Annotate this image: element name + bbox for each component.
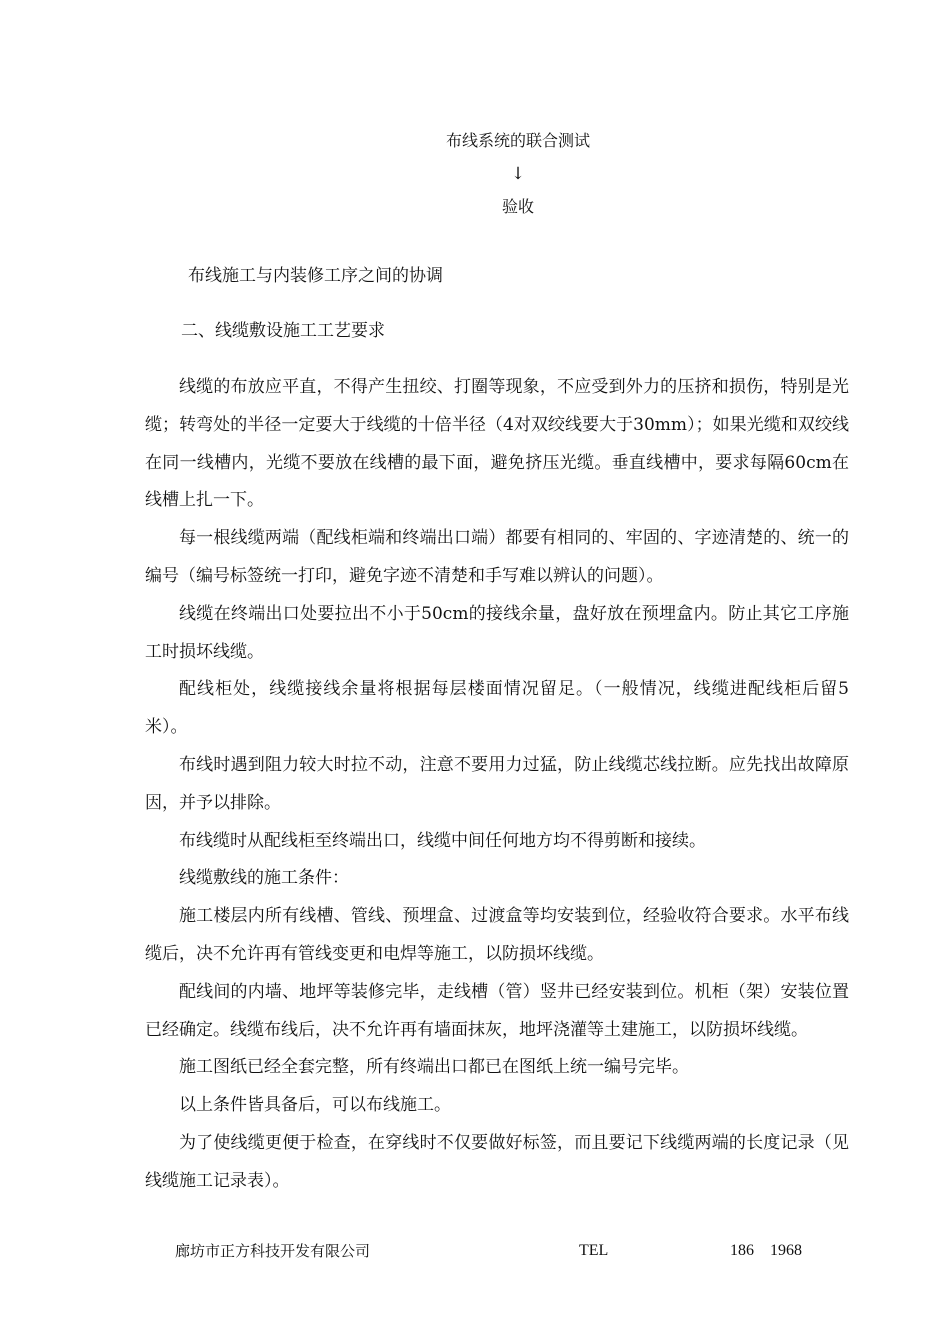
paragraph: 施工图纸已经全套完整，所有终端出口都已在图纸上统一编号完毕。 (179, 1057, 689, 1078)
paragraph: 配线间的内墙、地坪等装修完毕，走线槽（管）竖井已经安装到位。机柜（架）安装位置已经确定。线缆布线后，决不允许再有墙面抹灰，地坪浇灌等土建施工，以防损坏线缆。 (145, 981, 849, 1040)
paragraph: 线缆在终端出口处要拉出不小于50cm的接线余量，盘好放在预埋盒内。防止其它工序施工时损坏线缆。 (145, 603, 849, 662)
paragraph: 配线柜处，线缆接线余量将根据每层楼面情况留足。（一般情况，线缆进配线柜后留5米）。 (145, 679, 849, 738)
footer-tel-label: TEL (579, 1242, 609, 1259)
section-heading: 二、线缆敷设施工工艺要求 (181, 321, 385, 341)
footer-phone-number: 186 1968 (730, 1242, 803, 1259)
paragraph: 为了使线缆更便于检查，在穿线时不仅要做好标签，而且要记下线缆两端的长度记录（见线缆施工记录表）。 (145, 1132, 849, 1191)
paragraph: 线缆的布放应平直，不得产生扭绞、打圈等现象，不应受到外力的压挤和损伤，特别是光缆；转弯处的半径一定要大于线缆的十倍半径（4对双绞线要大于30mm）；如果光缆和双绞线在同一线槽内，光缆不要放在线槽的最下面，避免挤压光缆。垂直线槽中，要求每隔60cm在线槽上扎一下。 (145, 377, 849, 511)
paragraph: 每一根线缆两端（配线柜端和终端出口端）都要有相同的、牢固的、字迹清楚的、统一的编号（编号标签统一打印，避免字迹不清楚和手写难以辨认的问题）。 (145, 528, 849, 586)
paragraph: 布线缆时从配线柜至终端出口，线缆中间任何地方均不得剪断和接续。 (179, 830, 706, 851)
document-body (145, 369, 849, 1201)
paragraph: 布线时遇到阻力较大时拉不动，注意不要用力过猛，防止线缆芯线拉断。应先找出故障原因，并予以排除。 (145, 754, 849, 813)
flow-step-joint-test: 布线系统的联合测试 (445, 131, 590, 150)
paragraph: 以上条件皆具备后，可以布线施工。 (179, 1095, 451, 1116)
paragraph: 施工楼层内所有线槽、管线、预埋盒、过渡盒等均安装到位，经验收符合要求。水平布线缆后，决不允许再有管线变更和电焊等施工，以防损坏线缆。 (145, 906, 849, 964)
down-arrow-icon: ↓ (510, 164, 526, 184)
flow-step-acceptance: 验收 (501, 197, 534, 216)
coordination-heading: 布线施工与内装修工序之间的协调 (188, 266, 443, 286)
footer-company-name: 廊坊市正方科技开发有限公司 (175, 1242, 371, 1260)
paragraph: 线缆敷线的施工条件： (179, 868, 349, 889)
